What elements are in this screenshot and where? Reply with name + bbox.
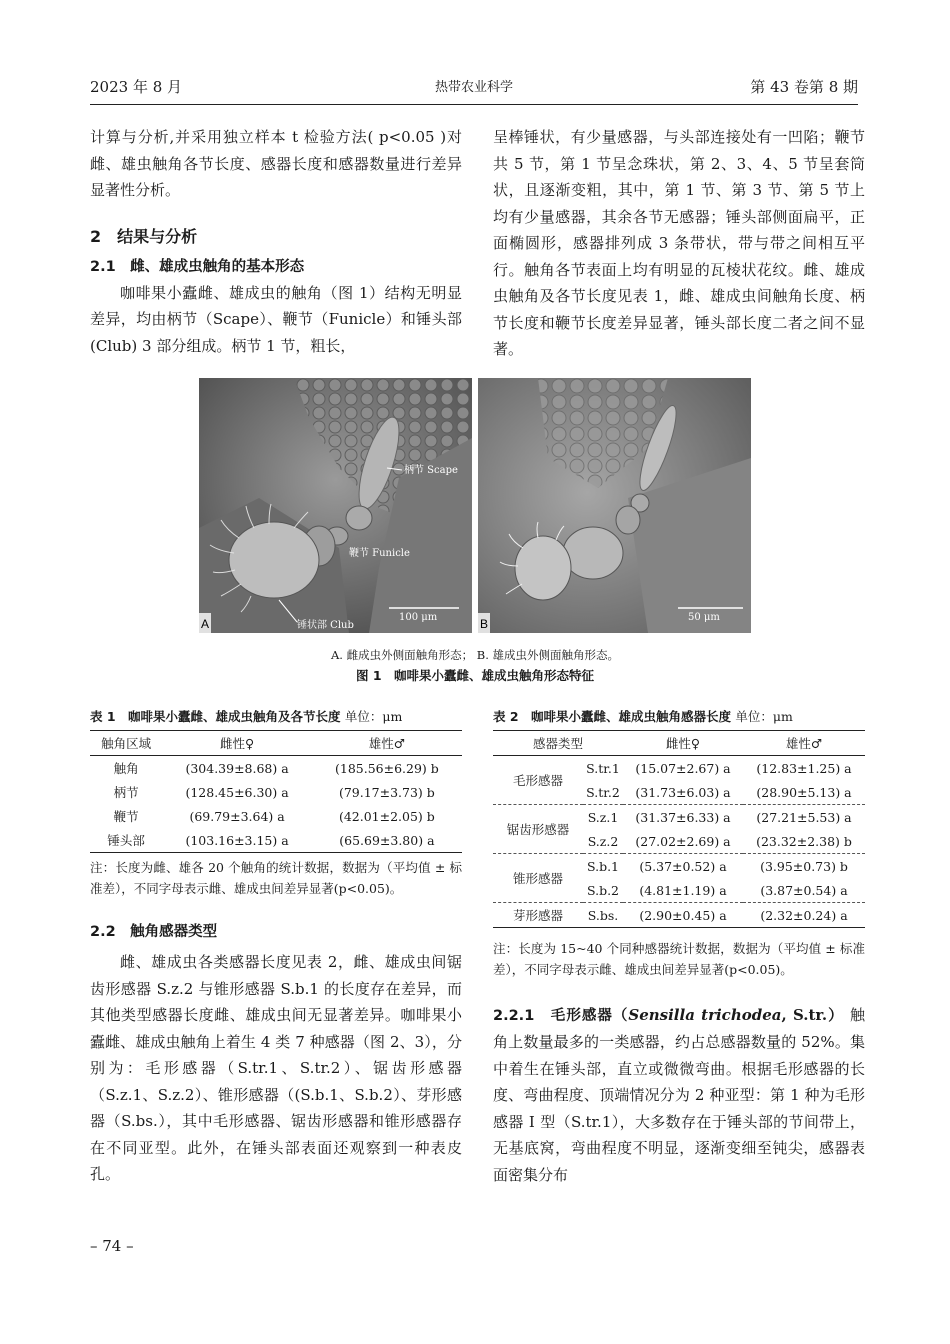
table-cell: 鞭节 xyxy=(113,809,139,824)
table-cell: (185.56±6.29) b xyxy=(335,760,439,776)
table-cell: (65.69±3.80) a xyxy=(339,832,435,848)
table-row xyxy=(493,903,865,928)
table-row xyxy=(90,780,462,804)
table-cell: S.tr.2 xyxy=(586,784,620,800)
table-cell: S.b.1 xyxy=(586,858,620,874)
label-scape: 柄节 Scape xyxy=(404,465,458,476)
label-club: 锤状部 Club xyxy=(297,620,354,631)
scale-bar-a: 100 μm xyxy=(399,612,438,623)
section-heading-2-1: 2.1 雌、雄成虫触角的基本形态 xyxy=(90,258,305,275)
header-date: 2023 年 8 月 xyxy=(90,78,183,96)
table-cell: (31.37±6.33) a xyxy=(635,809,731,825)
table-2-note: 注：长度为 15~40 个同种感器统计数据，数据为（平均值 ± 标准差），不同字母表示雌、雄成虫间差异显著(p<0.05)。 xyxy=(493,941,865,977)
header-issue: 第 43 卷第 8 期 xyxy=(750,78,858,96)
section-heading-2: 2 结果与分析 xyxy=(90,226,198,246)
sensilla-group: 毛形感器 xyxy=(512,773,563,788)
table-cell: S.bs. xyxy=(587,907,619,923)
table-cell: (304.39±8.68) a xyxy=(185,760,289,776)
table-cell: (3.95±0.73) b xyxy=(760,858,848,874)
table-1-unit: 单位：μm xyxy=(344,709,403,724)
table-row xyxy=(90,804,462,828)
table-cell: 柄节 xyxy=(113,785,139,800)
label-funicle: 鞭节 Funicle xyxy=(349,548,410,559)
table-cell: (23.32±2.38) b xyxy=(756,833,852,849)
table-2-header: 雄性♂ xyxy=(785,736,823,751)
table-cell: (103.16±3.15) a xyxy=(185,832,289,848)
table-cell: (27.21±5.53) a xyxy=(756,809,852,825)
paragraph-2-2-1: 触角上数量最多的一类感器，约占总感器数量的 52%。集中着生在锤头部，直立或微微弯曲。根据毛形感器的长度、弯曲程度、顶端情况分为 2 种亚型：第 1 种为毛形感器 Ⅰ 型（S.tr.1），大多数存在于锤头部的节间带上，无基底窝，弯曲程度不明显，逐渐变细至钝尖，感器表面密集分布 xyxy=(493,1006,865,1184)
section-heading-2-2-1-latin: Sensilla trichodea xyxy=(628,1006,782,1024)
sensilla-group: 锯齿形感器 xyxy=(506,822,570,837)
table-cell: (15.07±2.67) a xyxy=(635,760,731,776)
paragraph-2-1: 咖啡果小蠹雌、雄成虫的触角（图 1）结构无明显差异，均由柄节（Scape）、鞭节（Funicle）和锤头部(Club) 3 部分组成。柄节 1 节，粗长， xyxy=(90,283,462,355)
table-cell: S.z.2 xyxy=(587,833,619,849)
table-1-header: 雄性♂ xyxy=(368,736,405,751)
table-cell: 锤头部 xyxy=(107,833,145,848)
table-cell: (12.83±1.25) a xyxy=(756,760,852,776)
figure-subcaption: A. 雌成虫外侧面触角形态； B. 雄成虫外侧面触角形态。 xyxy=(330,648,620,662)
table-2-header: 雌性♀ xyxy=(665,736,701,751)
table-cell: (4.81±1.19) a xyxy=(639,882,727,898)
table-1-header: 触角区域 xyxy=(101,736,152,751)
table-cell: S.tr.1 xyxy=(586,760,620,776)
table-1-caption xyxy=(90,707,462,725)
table-row xyxy=(493,756,865,781)
table-cell: 触角 xyxy=(113,761,139,776)
section-heading-2-2-1-tail: , S.tr.） xyxy=(781,1006,845,1024)
table-cell: (3.87±0.54) a xyxy=(760,882,848,898)
table-cell: (5.37±0.52) a xyxy=(639,858,727,874)
header-journal: 热带农业科学 xyxy=(434,80,513,95)
section-heading-2-2-1-num: 2.2.1 毛形感器（ xyxy=(493,1008,629,1024)
header-rule xyxy=(90,104,858,105)
figure-panel-b xyxy=(478,378,751,633)
table-cell: (69.79±3.64) a xyxy=(189,808,285,824)
table-row xyxy=(90,828,462,853)
table-2-header: 感器类型 xyxy=(532,736,583,751)
table-2-unit: 单位：μm xyxy=(735,709,793,724)
table-cell: (28.90±5.13) a xyxy=(756,784,852,800)
paragraph-methods-end: 计算与分析,并采用独立样本 t 检验方法( p<0.05 )对雌、雄虫触角各节长度、感器长度和感器数量进行差异显著性分析。 xyxy=(90,128,462,199)
sem-image-female-antenna xyxy=(199,378,472,633)
sensilla-group: 芽形感器 xyxy=(512,908,563,923)
table-cell: (42.01±2.05) b xyxy=(338,808,435,824)
table-cell: S.b.2 xyxy=(586,882,620,898)
table-cell: (31.73±6.03) a xyxy=(635,784,731,800)
figure-panel-a xyxy=(199,378,472,633)
panel-b-letter: B xyxy=(480,617,489,631)
running-header xyxy=(90,76,858,106)
table-cell: (79.17±3.73) b xyxy=(338,784,435,800)
sensilla-group: 锥形感器 xyxy=(512,871,563,886)
section-2-2-1 xyxy=(493,1002,865,1188)
scale-bar-b: 50 μm xyxy=(688,612,720,623)
table-row xyxy=(493,854,865,879)
figure-caption: 图 1 咖啡果小蠹雌、雄成虫触角形态特征 xyxy=(355,668,595,683)
table-cell: (2.90±0.45) a xyxy=(639,907,727,923)
table-2 xyxy=(493,730,865,928)
table-row xyxy=(90,756,462,781)
panel-a-letter: A xyxy=(201,617,210,631)
sem-image-male-antenna xyxy=(478,378,751,633)
table-cell: S.z.1 xyxy=(587,809,619,825)
table-1-note: 注：长度为雌、雄各 20 个触角的统计数据，数据为（平均值 ± 标准差），不同字母表示雌、雄成虫间差异显著(p<0.05)。 xyxy=(90,860,462,896)
left-column-top xyxy=(90,124,462,359)
paragraph-2-2: 雌、雄成虫各类感器长度见表 2，雌、雄成虫间锯齿形感器 S.z.2 与锥形感器 S.b.1 的长度存在差异，而其他类型感器长度雌、雄成虫间无显著差异。咖啡果小蠹雌、雄成虫触角上着生 4 类 7 种感器（图 2、3），分别为：毛形感器（S.tr.1、S.tr.2）、锯齿形感器（S.z.1、S.z.2）、锥形感器（(S.b.1、S.b.2）、芽形感器（S.bs.），其中毛形感器、锯齿形感器和锥形感器存在不同亚型。此外，在锤头部表面还观察到一种表皮孔。 xyxy=(90,953,462,1183)
paragraph-2-1-continued: 呈棒锤状，有少量感器，与头部连接处有一凹陷；鞭节共 5 节，第 1 节呈念珠状，第 2、3、4、5 节呈套筒状，且逐渐变粗，其中，第 1 节、第 3 节、第 5 节上均有少量感器，其余各节无感器；锤头部侧面扁平，正面椭圆形，感器排列成 3 条带状，带与带之间相互平行。触角各节表面上均有明显的瓦棱状花纹。雌、雄成虫触角及各节长度见表 1，雌、雄成虫间触角长度、柄节长度和鞭节长度差异显著，锤头部长度二者之间不显著。 xyxy=(493,128,865,358)
table-1 xyxy=(90,730,462,853)
section-heading-2-2: 2.2 触角感器类型 xyxy=(90,924,218,940)
table-1-title: 表 1 咖啡果小蠹雌、雄成虫触角及各节长度 xyxy=(90,709,341,724)
table-cell: (27.02±2.69) a xyxy=(635,833,731,849)
table-2-title: 表 2 咖啡果小蠹雌、雄成虫触角感器长度 xyxy=(493,709,732,724)
table-2-caption xyxy=(493,707,865,725)
table-1-block xyxy=(90,707,462,1188)
table-1-header: 雌性♀ xyxy=(220,736,255,751)
table-2-block xyxy=(493,707,865,1188)
table-row xyxy=(493,805,865,830)
table-cell: (128.45±6.30) a xyxy=(185,784,289,800)
table-cell: (2.32±0.24) a xyxy=(760,907,848,923)
page-number: – 74 – xyxy=(90,1237,134,1255)
right-column-top xyxy=(493,124,865,363)
